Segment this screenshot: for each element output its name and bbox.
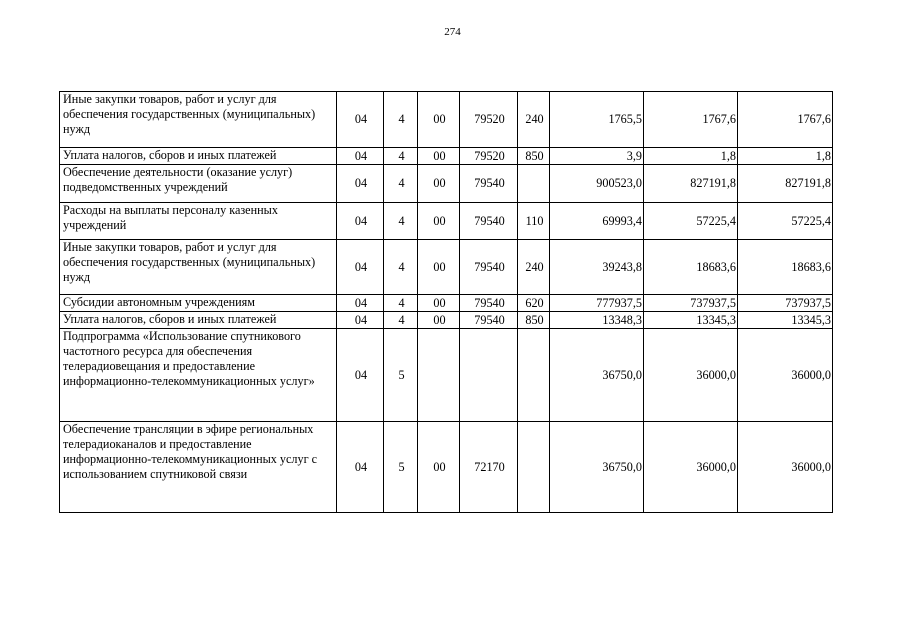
amount-1: 36750,0 bbox=[550, 329, 644, 422]
amount-3: 36000,0 bbox=[738, 422, 833, 513]
code-subprogram: 00 bbox=[418, 148, 460, 165]
row-name: Субсидии автономным учреждениям bbox=[60, 295, 337, 312]
code-subprogram: 00 bbox=[418, 92, 460, 148]
amount-2: 827191,8 bbox=[644, 165, 738, 203]
code-section: 04 bbox=[337, 148, 384, 165]
code-section: 04 bbox=[337, 165, 384, 203]
table-row bbox=[60, 422, 833, 513]
code-direction: 79540 bbox=[460, 295, 518, 312]
code-subprogram: 00 bbox=[418, 312, 460, 329]
code-subprogram: 00 bbox=[418, 240, 460, 295]
row-name: Иные закупки товаров, работ и услуг для обеспечения государственных (муниципальных) нужд bbox=[60, 240, 337, 295]
code-expense-type bbox=[518, 165, 550, 203]
amount-2: 1767,6 bbox=[644, 92, 738, 148]
code-expense-type: 850 bbox=[518, 148, 550, 165]
code-program: 4 bbox=[384, 92, 418, 148]
code-subprogram: 00 bbox=[418, 422, 460, 513]
table-row bbox=[60, 329, 833, 422]
amount-2: 1,8 bbox=[644, 148, 738, 165]
table-row bbox=[60, 240, 833, 295]
code-subprogram bbox=[418, 329, 460, 422]
code-section: 04 bbox=[337, 422, 384, 513]
code-section: 04 bbox=[337, 203, 384, 240]
amount-3: 18683,6 bbox=[738, 240, 833, 295]
code-section: 04 bbox=[337, 312, 384, 329]
code-expense-type: 240 bbox=[518, 92, 550, 148]
table-row bbox=[60, 203, 833, 240]
code-program: 4 bbox=[384, 312, 418, 329]
code-program: 5 bbox=[384, 422, 418, 513]
table-row bbox=[60, 295, 833, 312]
code-program: 4 bbox=[384, 240, 418, 295]
amount-1: 3,9 bbox=[550, 148, 644, 165]
amount-3: 737937,5 bbox=[738, 295, 833, 312]
row-name: Обеспечение трансляции в эфире региональных телерадиоканалов и предоставление информационно-телекоммуникационных услуг с использованием спутниковой связи bbox=[60, 422, 337, 513]
amount-2: 36000,0 bbox=[644, 422, 738, 513]
table-row bbox=[60, 148, 833, 165]
code-subprogram: 00 bbox=[418, 165, 460, 203]
amount-3: 1,8 bbox=[738, 148, 833, 165]
amount-3: 36000,0 bbox=[738, 329, 833, 422]
code-program: 4 bbox=[384, 203, 418, 240]
row-name: Подпрограмма «Использование спутникового частотного ресурса для обеспечения телерадиовещания и предоставление информационно-телекоммуникационных услуг» bbox=[60, 329, 337, 422]
code-expense-type: 620 bbox=[518, 295, 550, 312]
code-direction: 79520 bbox=[460, 148, 518, 165]
code-expense-type: 240 bbox=[518, 240, 550, 295]
amount-2: 737937,5 bbox=[644, 295, 738, 312]
code-program: 4 bbox=[384, 165, 418, 203]
amount-1: 36750,0 bbox=[550, 422, 644, 513]
code-expense-type: 110 bbox=[518, 203, 550, 240]
amount-1: 900523,0 bbox=[550, 165, 644, 203]
code-program: 4 bbox=[384, 148, 418, 165]
amount-2: 13345,3 bbox=[644, 312, 738, 329]
amount-1: 1765,5 bbox=[550, 92, 644, 148]
amount-1: 777937,5 bbox=[550, 295, 644, 312]
code-subprogram: 00 bbox=[418, 203, 460, 240]
row-name: Обеспечение деятельности (оказание услуг) подведомственных учреждений bbox=[60, 165, 337, 203]
code-direction: 79540 bbox=[460, 203, 518, 240]
code-section: 04 bbox=[337, 92, 384, 148]
code-direction bbox=[460, 329, 518, 422]
code-direction: 79540 bbox=[460, 240, 518, 295]
table-row bbox=[60, 312, 833, 329]
code-direction: 79520 bbox=[460, 92, 518, 148]
amount-3: 1767,6 bbox=[738, 92, 833, 148]
amount-3: 827191,8 bbox=[738, 165, 833, 203]
budget-table bbox=[59, 91, 833, 513]
code-section: 04 bbox=[337, 329, 384, 422]
row-name: Расходы на выплаты персоналу казенных учреждений bbox=[60, 203, 337, 240]
code-program: 4 bbox=[384, 295, 418, 312]
amount-3: 57225,4 bbox=[738, 203, 833, 240]
code-subprogram: 00 bbox=[418, 295, 460, 312]
table-row bbox=[60, 165, 833, 203]
code-expense-type bbox=[518, 422, 550, 513]
amount-1: 13348,3 bbox=[550, 312, 644, 329]
code-program: 5 bbox=[384, 329, 418, 422]
amount-3: 13345,3 bbox=[738, 312, 833, 329]
budget-table-body bbox=[60, 92, 833, 513]
table-row bbox=[60, 92, 833, 148]
page-number: 274 bbox=[444, 26, 461, 38]
amount-1: 39243,8 bbox=[550, 240, 644, 295]
code-direction: 79540 bbox=[460, 165, 518, 203]
code-expense-type bbox=[518, 329, 550, 422]
amount-1: 69993,4 bbox=[550, 203, 644, 240]
amount-2: 18683,6 bbox=[644, 240, 738, 295]
amount-2: 36000,0 bbox=[644, 329, 738, 422]
code-direction: 79540 bbox=[460, 312, 518, 329]
amount-2: 57225,4 bbox=[644, 203, 738, 240]
code-direction: 72170 bbox=[460, 422, 518, 513]
row-name: Уплата налогов, сборов и иных платежей bbox=[60, 312, 337, 329]
code-section: 04 bbox=[337, 295, 384, 312]
row-name: Уплата налогов, сборов и иных платежей bbox=[60, 148, 337, 165]
row-name: Иные закупки товаров, работ и услуг для обеспечения государственных (муниципальных) нужд bbox=[60, 92, 337, 148]
code-expense-type: 850 bbox=[518, 312, 550, 329]
code-section: 04 bbox=[337, 240, 384, 295]
